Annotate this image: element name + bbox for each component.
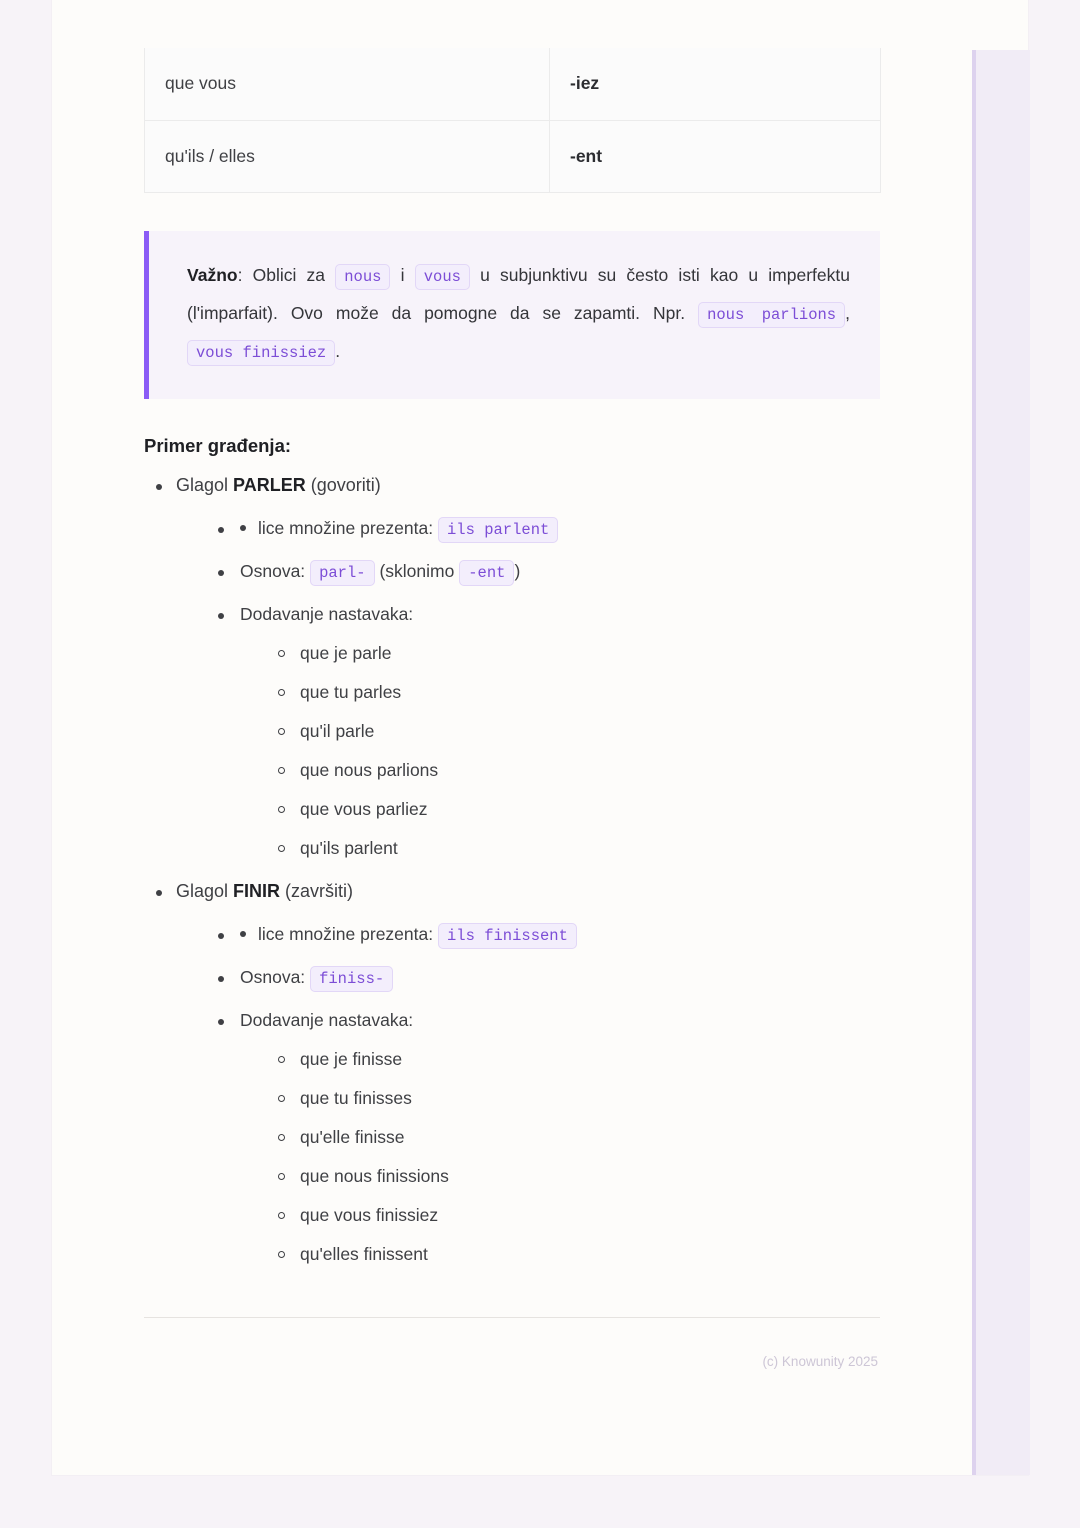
section-heading: Primer građenja:	[144, 434, 292, 456]
hollow-bullet-icon	[278, 767, 285, 774]
form-text: qu'elle finisse	[300, 1126, 405, 1147]
list-item-form	[270, 838, 880, 859]
hollow-bullet-icon	[278, 806, 285, 813]
hollow-bullet-icon	[278, 1251, 285, 1258]
code-chip-ils-finissent: ils finissent	[438, 923, 577, 949]
list-item-form	[270, 682, 880, 703]
list-item-stem	[208, 561, 880, 582]
verb-examples-list	[144, 475, 880, 1265]
stem-label: Osnova:	[240, 966, 306, 987]
table-cell-ending: -iez	[550, 48, 881, 120]
bullet-dot-icon	[218, 1019, 224, 1025]
verb-intro-prefix: Glagol	[176, 880, 234, 901]
hollow-bullet-icon	[278, 1095, 285, 1102]
document-content	[144, 0, 880, 1369]
hollow-bullet-icon	[278, 1134, 285, 1141]
list-item-stem	[208, 967, 880, 988]
callout-text	[187, 257, 850, 371]
callout-period: .	[335, 340, 341, 361]
endings-label: Dodavanje nastavaka:	[240, 603, 414, 624]
document-page	[52, 0, 1028, 1475]
callout-text-3: u subjunktivu su često isti kao u imperfektu (l'imparfait). Ovo može da pomogne da se zapamti. Npr.	[187, 264, 850, 323]
list-item-endings	[208, 604, 880, 859]
list-item-form	[270, 1127, 880, 1148]
list-item-form	[270, 721, 880, 742]
code-chip-ent-ending: -ent	[459, 560, 514, 586]
inner-bullet-dot-icon	[240, 931, 246, 937]
hollow-bullet-icon	[278, 1173, 285, 1180]
form-text: que tu finisses	[300, 1087, 412, 1108]
form-text: qu'il parle	[300, 720, 375, 741]
present-label: lice množine prezenta:	[258, 923, 434, 944]
table-row	[145, 48, 881, 120]
form-text: que tu parles	[300, 681, 402, 702]
callout-label: Važno	[187, 264, 238, 285]
callout-text-1: : Oblici za	[237, 264, 326, 285]
scroll-indicator[interactable]	[972, 50, 976, 1475]
form-text: qu'elles finissent	[300, 1243, 428, 1264]
verb-intro-suffix: (govoriti)	[305, 474, 381, 495]
list-item-present-3pl	[208, 924, 880, 945]
callout-text-2: i	[400, 264, 405, 285]
list-item-form	[270, 1049, 880, 1070]
verb-title	[176, 881, 353, 901]
code-chip-parl-stem: parl-	[310, 560, 375, 586]
list-item-form	[270, 1205, 880, 1226]
list-item-verb-finir	[144, 881, 880, 1265]
table-cell-pronoun: qu'ils / elles	[145, 120, 550, 192]
code-chip-ils-parlent: ils parlent	[438, 517, 558, 543]
list-item-verb-parler	[144, 475, 880, 859]
page-side-rail	[972, 50, 1030, 1475]
list-item-form	[270, 760, 880, 781]
code-chip-vous-finissiez: vous finissiez	[187, 340, 335, 366]
stem-note-open: (sklonimo	[379, 560, 455, 581]
code-chip-nous: nous	[335, 264, 390, 290]
list-item-endings	[208, 1010, 880, 1265]
conjugation-endings-table	[144, 48, 881, 193]
code-chip-finiss-stem: finiss-	[310, 966, 393, 992]
footer-copyright: (c) Knowunity 2025	[762, 1353, 878, 1369]
bullet-dot-icon	[218, 976, 224, 982]
verb-name: FINIR	[233, 880, 281, 901]
list-item-form	[270, 1088, 880, 1109]
form-text: que vous finissiez	[300, 1204, 439, 1225]
list-item-form	[270, 643, 880, 664]
verb-title	[176, 475, 381, 495]
conjugated-forms-list	[240, 643, 880, 859]
code-chip-nous-parlions: nous parlions	[698, 302, 845, 328]
callout-comma: ,	[845, 302, 850, 323]
form-text: qu'ils parlent	[300, 837, 398, 858]
form-text: que nous finissions	[300, 1165, 449, 1186]
bullet-dot-icon	[218, 613, 224, 619]
verb-intro-prefix: Glagol	[176, 474, 234, 495]
hollow-bullet-icon	[278, 650, 285, 657]
bullet-dot-icon	[218, 570, 224, 576]
list-item-form	[270, 1166, 880, 1187]
hollow-bullet-icon	[278, 1056, 285, 1063]
bullet-dot-icon	[156, 484, 162, 490]
form-text: que nous parlions	[300, 759, 439, 780]
form-text: que je finisse	[300, 1048, 403, 1069]
inner-bullet-dot-icon	[240, 525, 246, 531]
verb-intro-suffix: (završiti)	[280, 880, 354, 901]
table-cell-pronoun: que vous	[145, 48, 550, 120]
stem-note-close: )	[514, 560, 521, 581]
bullet-dot-icon	[218, 527, 224, 533]
hollow-bullet-icon	[278, 845, 285, 852]
form-text: que je parle	[300, 642, 392, 663]
hollow-bullet-icon	[278, 689, 285, 696]
hollow-bullet-icon	[278, 1212, 285, 1219]
verb-steps-list	[176, 518, 880, 859]
table-row	[145, 120, 881, 192]
conjugated-forms-list	[240, 1049, 880, 1265]
stem-label: Osnova:	[240, 560, 306, 581]
important-note-callout	[144, 231, 880, 399]
form-text: que vous parliez	[300, 798, 428, 819]
code-chip-vous: vous	[415, 264, 470, 290]
list-item-present-3pl	[208, 518, 880, 539]
bullet-dot-icon	[156, 890, 162, 896]
verb-steps-list	[176, 924, 880, 1265]
bullet-dot-icon	[218, 933, 224, 939]
content-divider	[144, 1317, 880, 1318]
table-cell-ending: -ent	[550, 120, 881, 192]
list-item-form	[270, 1244, 880, 1265]
list-item-form	[270, 799, 880, 820]
hollow-bullet-icon	[278, 728, 285, 735]
verb-name: PARLER	[233, 474, 306, 495]
endings-label: Dodavanje nastavaka:	[240, 1009, 414, 1030]
present-label: lice množine prezenta:	[258, 517, 434, 538]
